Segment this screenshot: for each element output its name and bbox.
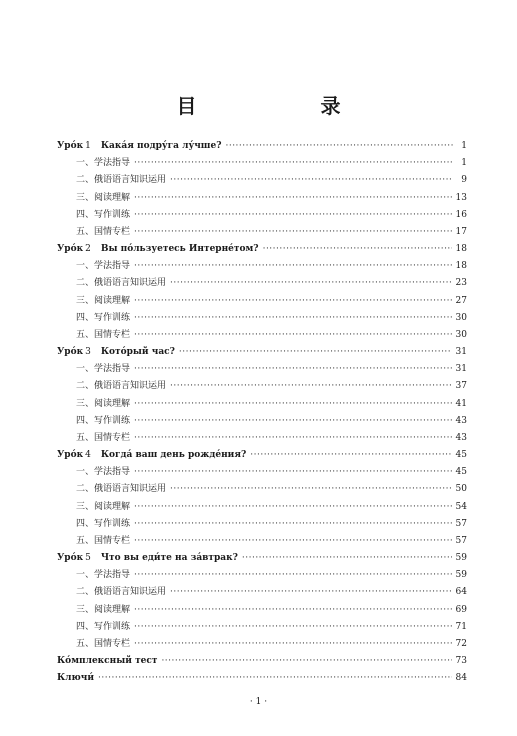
section-label: 三、阅读理解: [76, 398, 131, 409]
page-number: 27: [455, 295, 467, 306]
lesson-word: Уро́к: [57, 553, 84, 564]
dot-leader: [170, 275, 452, 292]
toc-lesson-row[interactable]: [57, 447, 467, 464]
section-label: 二、俄语语言知识运用: [76, 484, 167, 495]
entry-title: Ключи́: [57, 673, 95, 684]
section-label: 三、阅读理解: [76, 604, 131, 615]
toc-section-row[interactable]: [57, 516, 467, 533]
section-label: 四、写作训练: [76, 621, 131, 632]
toc-section-row[interactable]: [57, 258, 467, 275]
page-number: 30: [455, 312, 467, 323]
section-label: 一、学法指导: [76, 570, 131, 581]
page-number: 1: [461, 158, 467, 169]
page-number: 18: [455, 261, 467, 272]
dot-leader: [170, 481, 452, 498]
page-number: 30: [455, 329, 467, 340]
dot-leader: [225, 138, 453, 155]
lesson-title: Что вы еди́те на за́втрак?: [100, 553, 238, 564]
lesson-title: Вы по́льзуетесь Интерне́том?: [100, 244, 259, 255]
page-number: 1: [461, 141, 467, 151]
lesson-number: 2: [85, 244, 91, 255]
dot-leader: [179, 344, 452, 361]
toc-section-row[interactable]: [57, 602, 467, 619]
table-of-contents: [57, 138, 467, 688]
section-label: 二、俄语语言知识运用: [76, 381, 167, 392]
page-number: 45: [455, 467, 467, 478]
toc-section-row[interactable]: [57, 172, 467, 189]
dot-leader: [250, 447, 451, 464]
page-title: 目 录: [176, 94, 369, 118]
lesson-word: Уро́к: [57, 450, 84, 461]
entry-title: Ко́мплексный тест: [57, 656, 158, 667]
page-number: 57: [455, 518, 467, 529]
page-number: 23: [455, 278, 467, 289]
page-number: 64: [455, 587, 467, 598]
dot-leader: [134, 619, 452, 636]
section-label: 一、学法指导: [76, 364, 131, 375]
section-label: 二、俄语语言知识运用: [76, 278, 167, 289]
toc-section-row[interactable]: [57, 533, 467, 550]
dot-leader: [161, 653, 451, 670]
toc-section-row[interactable]: [57, 464, 467, 481]
dot-leader: [134, 293, 452, 310]
dot-leader: [134, 516, 452, 533]
dot-leader: [170, 584, 452, 601]
lesson-title: Кака́я подру́га лу́чше?: [100, 141, 222, 151]
section-label: 三、阅读理解: [76, 192, 131, 203]
dot-leader: [134, 224, 452, 241]
dot-leader: [134, 499, 452, 516]
section-label: 五、国情专栏: [76, 432, 131, 443]
dot-leader: [134, 327, 452, 344]
section-label: 五、国情专栏: [76, 638, 131, 649]
page-footer-number: · 1 ·: [249, 697, 268, 707]
toc-section-row[interactable]: [57, 619, 467, 636]
section-label: 四、写作训练: [76, 209, 131, 220]
toc-test-row[interactable]: [57, 653, 467, 670]
toc-section-row[interactable]: [57, 155, 467, 172]
page-number: 71: [455, 621, 467, 632]
page-number: 50: [455, 484, 467, 495]
section-label: 一、学法指导: [76, 158, 131, 169]
lesson-number: 1: [85, 141, 91, 151]
dot-leader: [134, 155, 453, 172]
dot-leader: [134, 361, 452, 378]
lesson-word: Уро́к: [57, 244, 84, 255]
toc-section-row[interactable]: [57, 499, 467, 516]
lesson-number: 3: [85, 347, 91, 358]
page-number: 45: [455, 450, 467, 461]
toc-section-row[interactable]: [57, 481, 467, 498]
section-label: 二、俄语语言知识运用: [76, 175, 167, 186]
dot-leader: [134, 464, 452, 481]
page-number: 13: [455, 192, 467, 203]
toc-section-row[interactable]: [57, 327, 467, 344]
toc-section-row[interactable]: [57, 190, 467, 207]
toc-section-row[interactable]: [57, 275, 467, 292]
page-number: 9: [461, 175, 467, 186]
page-number: 43: [455, 432, 467, 443]
page-number: 54: [455, 501, 467, 512]
toc-lesson-row[interactable]: [57, 344, 467, 361]
dot-leader: [134, 636, 452, 653]
page-number: 72: [455, 638, 467, 649]
toc-lesson-row[interactable]: [57, 241, 467, 258]
page-number: 31: [455, 347, 467, 358]
toc-section-row[interactable]: [57, 396, 467, 413]
dot-leader: [134, 430, 452, 447]
page-number: 73: [455, 656, 467, 667]
page-number: 17: [455, 226, 467, 237]
dot-leader: [170, 172, 453, 189]
toc-section-row[interactable]: [57, 413, 467, 430]
section-label: 三、阅读理解: [76, 295, 131, 306]
section-label: 四、写作训练: [76, 312, 131, 323]
lesson-number: 4: [85, 450, 91, 461]
dot-leader: [134, 207, 452, 224]
page-number: 41: [455, 398, 467, 409]
lesson-title: Кото́рый час?: [100, 347, 175, 358]
toc-section-row[interactable]: [57, 361, 467, 378]
dot-leader: [134, 258, 452, 275]
dot-leader: [242, 550, 452, 567]
dot-leader: [170, 378, 452, 395]
lesson-word: Уро́к: [57, 141, 84, 151]
dot-leader: [134, 413, 452, 430]
section-label: 五、国情专栏: [76, 329, 131, 340]
section-label: 一、学法指导: [76, 467, 131, 478]
toc-section-row[interactable]: [57, 224, 467, 241]
toc-section-row[interactable]: [57, 584, 467, 601]
page-number: 84: [455, 673, 467, 684]
toc-section-row[interactable]: [57, 567, 467, 584]
toc-section-row[interactable]: [57, 207, 467, 224]
lesson-title: Когда́ ваш день рожде́ния?: [100, 450, 247, 461]
section-label: 一、学法指导: [76, 261, 131, 272]
toc-section-row[interactable]: [57, 293, 467, 310]
dot-leader: [134, 533, 452, 550]
section-label: 四、写作训练: [76, 518, 131, 529]
toc-lesson-row[interactable]: [57, 138, 467, 155]
toc-lesson-row[interactable]: [57, 550, 467, 567]
dot-leader: [134, 602, 452, 619]
page-number: 18: [455, 244, 467, 255]
page-number: 31: [455, 364, 467, 375]
page-number: 43: [455, 415, 467, 426]
section-label: 五、国情专栏: [76, 535, 131, 546]
dot-leader: [98, 670, 452, 687]
section-label: 三、阅读理解: [76, 501, 131, 512]
dot-leader: [134, 190, 452, 207]
dot-leader: [134, 396, 452, 413]
dot-leader: [134, 310, 452, 327]
page-number: 57: [455, 535, 467, 546]
section-label: 四、写作训练: [76, 415, 131, 426]
dot-leader: [134, 567, 452, 584]
toc-section-row[interactable]: [57, 636, 467, 653]
toc-keys-row[interactable]: [57, 670, 467, 687]
toc-section-row[interactable]: [57, 430, 467, 447]
toc-section-row[interactable]: [57, 378, 467, 395]
toc-section-row[interactable]: [57, 310, 467, 327]
lesson-word: Уро́к: [57, 347, 84, 358]
page-number: 37: [455, 381, 467, 392]
section-label: 五、国情专栏: [76, 226, 131, 237]
page-number: 59: [455, 553, 467, 564]
dot-leader: [263, 241, 452, 258]
page-number: 59: [455, 570, 467, 581]
page-number: 69: [455, 604, 467, 615]
lesson-number: 5: [85, 553, 91, 564]
section-label: 二、俄语语言知识运用: [76, 587, 167, 598]
page-number: 16: [455, 209, 467, 220]
